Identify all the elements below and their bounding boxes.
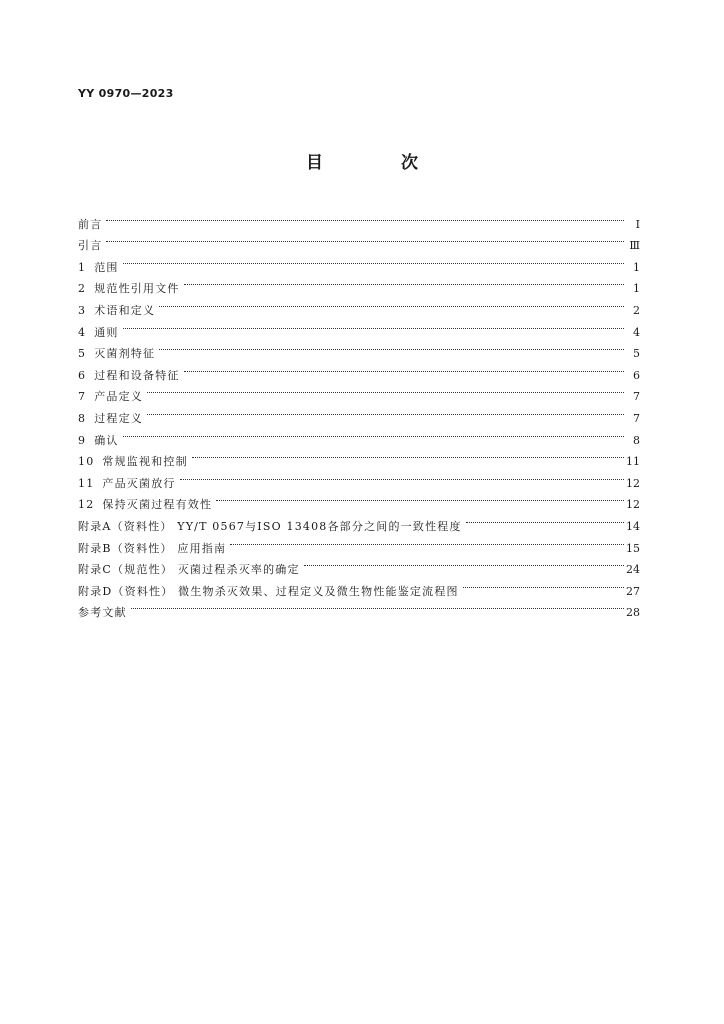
toc-entry-number: 11: [78, 476, 95, 490]
toc-entry-page: 7: [633, 390, 640, 404]
toc-entry-text: 前言: [78, 217, 103, 231]
toc-entry-label: [78, 494, 216, 516]
toc-entry-text: 引言: [78, 239, 103, 253]
toc-entry-text: 范围: [94, 260, 119, 274]
toc-entry[interactable]: [78, 336, 640, 361]
toc-entry[interactable]: [78, 249, 640, 274]
toc-entry[interactable]: [78, 422, 640, 447]
toc-entry[interactable]: [78, 444, 640, 469]
toc-entry[interactable]: [78, 292, 640, 317]
toc-leader-dots: [192, 444, 626, 466]
toc-entry-label: [78, 322, 123, 344]
toc-leader-dots: [131, 595, 626, 617]
toc-leader-dots: [159, 336, 626, 358]
toc-entry-label: [78, 473, 180, 495]
toc-entry[interactable]: [78, 206, 640, 231]
toc-leader-dots: [147, 400, 626, 422]
toc-entry-page: 8: [633, 433, 640, 447]
toc-entry-page: 6: [633, 368, 640, 382]
toc-entry-text: 附录A（资料性） YY/T 0567与ISO 13408各部分之间的一致性程度: [78, 519, 462, 533]
toc-entry-number: 5: [78, 347, 87, 361]
toc-leader-dots: [180, 465, 626, 487]
toc-entry-label: [78, 386, 147, 408]
toc-entry-number: 1: [78, 260, 87, 274]
toc-entry-text: 过程和设备特征: [94, 368, 180, 382]
toc-entry-page: Ⅰ: [635, 217, 640, 231]
toc-entry-text: 术语和定义: [94, 303, 156, 317]
toc-leader-dots: [230, 530, 626, 552]
toc-entry-text: 确认: [94, 433, 119, 447]
toc-entry-label: [78, 214, 106, 236]
toc-entry-page: 28: [626, 606, 640, 620]
toc-entry-number: 8: [78, 411, 87, 425]
toc-entry-label: [78, 451, 192, 473]
toc-entry-page: 1: [633, 260, 640, 274]
toc-leader-dots: [184, 271, 626, 293]
toc-leader-dots: [466, 508, 626, 530]
toc-entry-page: 5: [633, 347, 640, 361]
toc-entry[interactable]: [78, 314, 640, 339]
toc-entry-page: 12: [626, 498, 640, 512]
toc-entry-label: [78, 257, 123, 279]
toc-leader-dots: [123, 314, 626, 336]
toc-leader-dots: [106, 206, 626, 228]
toc-entry-number: 12: [78, 498, 95, 512]
toc-entry-number: 4: [78, 325, 87, 339]
toc-entry-label: [78, 430, 123, 452]
toc-entry-text: 附录B（资料性） 应用指南: [78, 541, 227, 555]
toc-entry[interactable]: [78, 271, 640, 296]
toc-entry-number: 3: [78, 303, 87, 317]
table-of-contents: [78, 206, 640, 620]
toc-entry-text: 附录C（规范性） 灭菌过程杀灭率的确定: [78, 563, 300, 577]
toc-entry-text: 规范性引用文件: [94, 282, 180, 296]
toc-entry-text: 常规监视和控制: [102, 455, 188, 469]
toc-entry-page: 11: [626, 455, 640, 469]
toc-leader-dots: [159, 292, 626, 314]
toc-entry-label: [78, 602, 131, 624]
toc-entry-page: 24: [626, 563, 640, 577]
toc-entry[interactable]: [78, 357, 640, 382]
toc-title: 目 次: [306, 153, 454, 173]
toc-entry-page: 7: [633, 411, 640, 425]
toc-entry-text: 产品灭菌放行: [102, 476, 176, 490]
toc-entry-number: 10: [78, 455, 95, 469]
toc-entry-number: 9: [78, 433, 87, 447]
toc-entry-text: 通则: [94, 325, 119, 339]
toc-entry[interactable]: [78, 400, 640, 425]
toc-leader-dots: [184, 357, 626, 379]
toc-entry-page: 12: [626, 476, 640, 490]
toc-entry-page: 2: [633, 303, 640, 317]
toc-entry-page: 4: [633, 325, 640, 339]
toc-leader-dots: [216, 487, 626, 509]
toc-entry-text: 产品定义: [94, 390, 144, 404]
toc-entry-page: Ⅲ: [629, 239, 640, 253]
toc-entry-number: 7: [78, 390, 87, 404]
toc-entry-label: [78, 343, 159, 365]
toc-entry[interactable]: [78, 379, 640, 404]
toc-entry-page: 14: [626, 519, 640, 533]
toc-entry-label: [78, 538, 230, 560]
toc-leader-dots: [106, 228, 626, 250]
toc-entry-number: 6: [78, 368, 87, 382]
toc-entry-label: [78, 559, 304, 581]
toc-entry-label: [78, 235, 106, 257]
toc-entry-text: 保持灭菌过程有效性: [102, 498, 213, 512]
toc-entry-number: 2: [78, 282, 87, 296]
toc-entry-text: 过程定义: [94, 411, 144, 425]
toc-entry[interactable]: [78, 595, 640, 620]
toc-entry-text: 参考文献: [78, 606, 127, 620]
toc-entry-page: 27: [626, 584, 640, 598]
toc-entry-text: 附录D（资料性） 微生物杀灭效果、过程定义及微生物性能鉴定流程图: [78, 584, 459, 598]
toc-leader-dots: [463, 573, 626, 595]
toc-entry-page: 15: [626, 541, 640, 555]
toc-leader-dots: [304, 552, 626, 574]
toc-entry-text: 灭菌剂特征: [94, 347, 156, 361]
toc-entry[interactable]: [78, 228, 640, 253]
toc-leader-dots: [147, 379, 626, 401]
toc-leader-dots: [123, 249, 626, 271]
toc-entry-page: 1: [633, 282, 640, 296]
toc-leader-dots: [123, 422, 626, 444]
document-code: YY 0970—2023: [78, 87, 174, 100]
